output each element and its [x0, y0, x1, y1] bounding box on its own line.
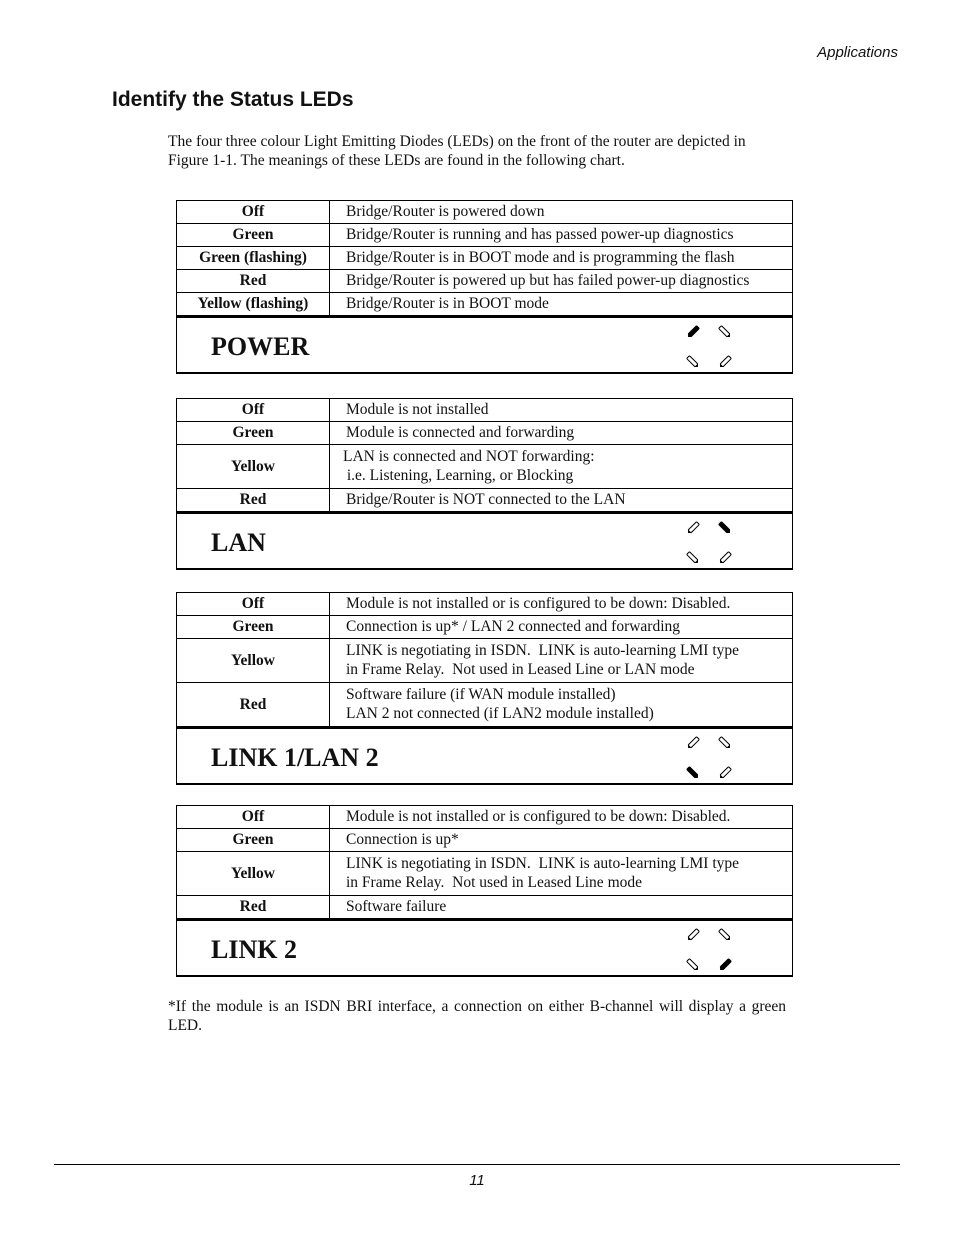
led-state-table [176, 200, 793, 316]
led-state-meaning [330, 445, 793, 489]
led-state-meaning [330, 896, 793, 919]
led-unlit-icon [717, 550, 733, 566]
led-state-table [176, 592, 793, 727]
led-state-meaning [330, 852, 793, 896]
led-indicator-group [685, 735, 733, 783]
meaning-line: Bridge/Router is running and has passed power-up diagnostics [346, 226, 734, 243]
table-row [177, 806, 793, 829]
led-state-label: Green [177, 422, 330, 445]
led-panel [176, 919, 793, 977]
table-row [177, 683, 793, 727]
led-unlit-icon [685, 520, 701, 536]
led-panel-name: POWER [211, 332, 310, 361]
led-lit-icon [685, 324, 701, 340]
led-state-label: Green [177, 224, 330, 247]
led-state-label: Red [177, 270, 330, 293]
page-number: 11 [469, 1172, 485, 1189]
meaning-line: Connection is up* / LAN 2 connected and forwarding [346, 618, 681, 635]
led-state-meaning [330, 270, 793, 293]
led-panel [176, 512, 793, 570]
led-table-link2 [176, 805, 793, 977]
led-unlit-icon [717, 765, 733, 781]
meaning-line: Module is not installed or is configured to be down: Disabled. [346, 595, 731, 612]
led-state-label: Yellow [177, 852, 330, 896]
footer-rule [54, 1164, 900, 1165]
led-state-label: Off [177, 806, 330, 829]
led-state-meaning [330, 422, 793, 445]
led-state-label: Off [177, 201, 330, 224]
led-state-label: Off [177, 593, 330, 616]
intro-paragraph: The four three colour Light Emitting Diodes (LEDs) on the front of the router are depicted in Figure 1-1. The meanings of these LEDs are found in the following chart. [168, 133, 746, 169]
table-row [177, 445, 793, 489]
led-state-table [176, 805, 793, 919]
led-unlit-icon [717, 354, 733, 370]
led-state-label: Off [177, 399, 330, 422]
meaning-line: Module is not installed [346, 401, 489, 418]
led-state-label: Yellow [177, 639, 330, 683]
meaning-line: Connection is up* [346, 831, 459, 848]
table-row [177, 896, 793, 919]
led-state-meaning [330, 593, 793, 616]
led-state-label: Green (flashing) [177, 247, 330, 270]
table-row [177, 616, 793, 639]
meaning-line: Module is connected and forwarding [346, 424, 575, 441]
led-state-label: Yellow (flashing) [177, 293, 330, 316]
meaning-line: Bridge/Router is powered up but has failed power-up diagnostics [346, 272, 750, 289]
led-indicator-group [685, 927, 733, 975]
meaning-line: in Frame Relay. Not used in Leased Line or LAN mode [346, 661, 695, 678]
led-lit-icon [717, 520, 733, 536]
led-state-label: Red [177, 683, 330, 727]
table-row [177, 201, 793, 224]
led-state-label: Green [177, 829, 330, 852]
section-header [817, 44, 898, 62]
led-unlit-icon [717, 735, 733, 751]
table-row [177, 489, 793, 512]
led-state-meaning [330, 683, 793, 727]
led-indicator-group [685, 324, 733, 372]
footnote: *If the module is an ISDN BRI interface, a connection on either B-channel will display a green LED. [168, 998, 786, 1034]
table-row [177, 852, 793, 896]
led-state-label: Yellow [177, 445, 330, 489]
meaning-line: LAN is connected and NOT forwarding: [343, 448, 595, 465]
led-state-meaning [330, 224, 793, 247]
table-row [177, 224, 793, 247]
meaning-line: Software failure (if WAN module installed) [346, 686, 616, 703]
led-panel [176, 727, 793, 785]
led-table-lan [176, 398, 793, 570]
meaning-line: Bridge/Router is NOT connected to the LAN [346, 491, 626, 508]
led-unlit-icon [717, 927, 733, 943]
led-state-meaning [330, 247, 793, 270]
led-table-link1-lan2 [176, 592, 793, 785]
led-panel-name: LINK 1/LAN 2 [211, 743, 379, 772]
section-header-label: Applications [817, 44, 898, 61]
led-lit-icon [717, 957, 733, 973]
meaning-line: Software failure [346, 898, 447, 915]
led-indicator-group [685, 520, 733, 568]
led-unlit-icon [685, 550, 701, 566]
meaning-line: i.e. Listening, Learning, or Blocking [343, 467, 574, 484]
led-unlit-icon [685, 957, 701, 973]
led-state-meaning [330, 829, 793, 852]
table-row [177, 270, 793, 293]
table-row [177, 422, 793, 445]
meaning-line: Bridge/Router is in BOOT mode and is programming the flash [346, 249, 735, 266]
led-unlit-icon [685, 354, 701, 370]
led-state-table [176, 398, 793, 512]
table-row [177, 639, 793, 683]
meaning-line: Module is not installed or is configured to be down: Disabled. [346, 808, 731, 825]
led-state-label: Green [177, 616, 330, 639]
led-panel-name: LINK 2 [211, 935, 297, 964]
led-state-meaning [330, 489, 793, 512]
led-table-power [176, 200, 793, 374]
table-row [177, 293, 793, 316]
led-state-meaning [330, 616, 793, 639]
led-state-meaning [330, 639, 793, 683]
led-panel [176, 316, 793, 374]
led-state-meaning [330, 201, 793, 224]
led-state-meaning [330, 806, 793, 829]
led-lit-icon [685, 765, 701, 781]
led-unlit-icon [685, 927, 701, 943]
led-unlit-icon [717, 324, 733, 340]
led-state-label: Red [177, 489, 330, 512]
led-unlit-icon [685, 735, 701, 751]
led-panel-name: LAN [211, 528, 266, 557]
led-state-meaning [330, 399, 793, 422]
meaning-line: Bridge/Router is in BOOT mode [346, 295, 549, 312]
meaning-line: LINK is negotiating in ISDN. LINK is auto-learning LMI type [346, 642, 740, 659]
page-title: Identify the Status LEDs [112, 88, 354, 111]
table-row [177, 593, 793, 616]
led-state-label: Red [177, 896, 330, 919]
table-row [177, 247, 793, 270]
meaning-line: Bridge/Router is powered down [346, 203, 545, 220]
led-state-meaning [330, 293, 793, 316]
table-row [177, 829, 793, 852]
table-row [177, 399, 793, 422]
meaning-line: LINK is negotiating in ISDN. LINK is auto-learning LMI type [346, 855, 740, 872]
meaning-line: LAN 2 not connected (if LAN2 module installed) [346, 705, 654, 722]
meaning-line: in Frame Relay. Not used in Leased Line mode [346, 874, 642, 891]
